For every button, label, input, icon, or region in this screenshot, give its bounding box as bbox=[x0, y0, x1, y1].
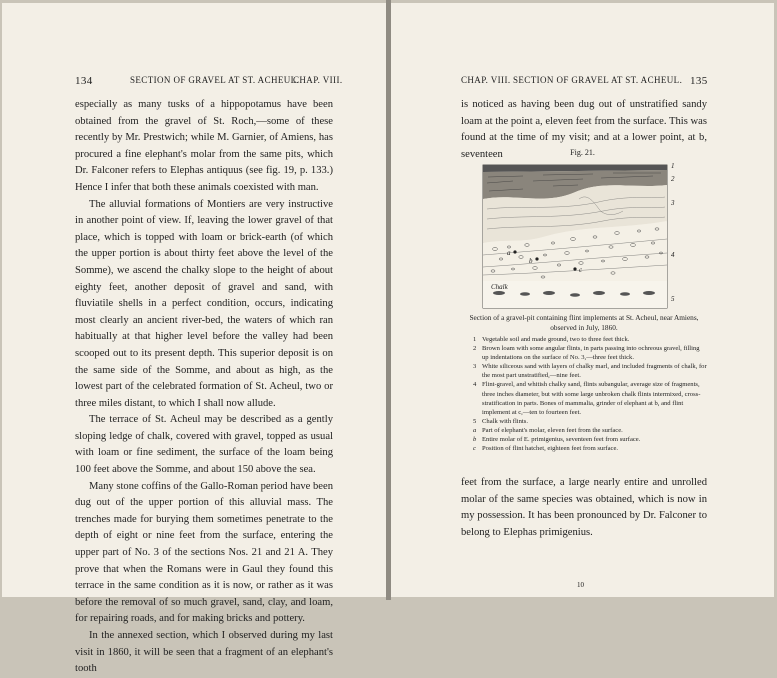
legend-item: 2 Brown loam with some angular flints, in parts passing into ochreous gravel, filling up indentations on the surface of No. 3,—three feet thick. bbox=[473, 345, 700, 362]
right-page-number: 135 bbox=[690, 75, 708, 87]
right-page bbox=[391, 3, 774, 597]
figure-caption: Section of a gravel-pit containing flint implements at St. Acheul, near Amiens, observed in July, 1860. bbox=[469, 313, 699, 332]
layer-number-2: 2 bbox=[671, 175, 675, 183]
left-running-head: SECTION OF GRAVEL AT ST. ACHEUL. bbox=[130, 75, 300, 85]
chalk-label: Chalk bbox=[491, 283, 508, 291]
figure-legend bbox=[473, 335, 707, 453]
legend-item: a Part of elephant's molar, eleven feet from the surface. bbox=[473, 426, 623, 434]
signature-mark: 10 bbox=[577, 581, 584, 589]
gravel-pit-section-figure bbox=[483, 159, 685, 311]
layer-number-5: 5 bbox=[671, 295, 675, 303]
paragraph: especially as many tusks of a hippopotamus have been obtained from the gravel of St. Roch,—some of these recently by Mr. Prestwich; while M. Garnier, of Amiens, has procured a fine elephant's molar from the same pits, which Dr. Falconer refers to Elephas antiquus (see fig. 19, p. 133.) Hence I infer that both these animals coexisted with man. bbox=[75, 99, 333, 193]
right-chapter-label: CHAP. VIII. bbox=[461, 75, 511, 85]
paragraph: is noticed as having been dug out of unstratified sandy loam at the point a, eleven feet from the surface. This was found at the time of my visit; and at a lower point, at b, seventeen bbox=[461, 99, 707, 160]
legend-item: 3 White siliceous sand with layers of chalky marl, and included fragments of chalk, for the most part unstratified,—nine feet. bbox=[473, 363, 707, 380]
legend-item: 5 Chalk with flints. bbox=[473, 417, 528, 425]
paragraph: The terrace of St. Acheul may be described as a gently sloping ledge of chalk, covered with gravel, topped as usual with loam or fine sediment, the surface of the loam being 100 feet above the Somme, and about 150 above the sea. bbox=[75, 414, 333, 476]
paragraph: feet from the surface, a large nearly entire and unrolled molar of the same species was obtained, which is now in my possession. It has been pronounced by Dr. Falconer to belong to Elephas primigenius. bbox=[461, 477, 707, 538]
point-label-b: b bbox=[529, 257, 533, 265]
legend-item: c Position of flint hatchet, eighteen feet from surface. bbox=[473, 445, 619, 453]
paragraph: Many stone coffins of the Gallo-Roman period have been dug out of the upper portion of this alluvial mass. The trenches made for burying them sometimes penetrate to the depth of eight or nine feet from the surface, entering the upper part of No. 3 of the sections Nos. 21 and 21 A. They prove that when the Romans were in Gaul they found this terrace in the same condition as it is now, or rather as it was before the removal of so much gravel, sand, clay, and loam, for repairing roads, and for making bricks and pottery. bbox=[75, 480, 333, 625]
point-label-a: a bbox=[507, 249, 511, 257]
left-page bbox=[2, 3, 386, 675]
legend-item: b Entire molar of E. primigenius, seventeen feet from surface. bbox=[473, 436, 641, 444]
right-bottom-text bbox=[461, 475, 707, 541]
point-label-c: c bbox=[579, 266, 583, 274]
layer-number-4: 4 bbox=[671, 251, 675, 259]
figure-title: Fig. 21. bbox=[570, 148, 595, 157]
left-chapter-label: CHAP. VIII. bbox=[293, 75, 343, 85]
legend-item: 4 Flint-gravel, and whitish chalky sand, flints subangular, average size of fragments, three inches diameter, but with some large unbroken chalk flints intermixed, cross-stratification in parts. Bones of mammalia, grinder of elephant at b, and flint implement at c,—ten to fourteen feet. bbox=[473, 381, 701, 416]
paragraph: The alluvial formations of Montiers are very instructive in another point of view. If, leaving the lower gravel of that place, which is topped with loam or brick-earth (of which the upper portion is about thirty feet above the level of the Somme), we ascend the chalky slope to the height of about eighty feet, another deposit of gravel and sand, with fluviatile shells in a perfect condition, occurs, indicating most clearly an ancient river-bed, the waters of which ran habitually at that higher level before the valley had been scooped out to its present depth. This superior deposit is on the same side of the Somme, and about as high, as the lowest part of the celebrated formation of St. Acheul, two or three miles distant, to which I shall now allude. bbox=[75, 198, 333, 409]
right-running-head: SECTION OF GRAVEL AT ST. ACHEUL. bbox=[513, 75, 683, 85]
paragraph: In the annexed section, which I observed during my last visit in 1860, it will be seen that a fragment of an elephant's tooth bbox=[75, 630, 333, 675]
left-body-text bbox=[75, 97, 333, 678]
layer-number-3: 3 bbox=[671, 199, 675, 207]
layer-number-1: 1 bbox=[671, 162, 675, 170]
left-page-number: 134 bbox=[75, 75, 93, 87]
legend-item: 1 Vegetable soil and made ground, two to three feet thick. bbox=[473, 336, 630, 343]
